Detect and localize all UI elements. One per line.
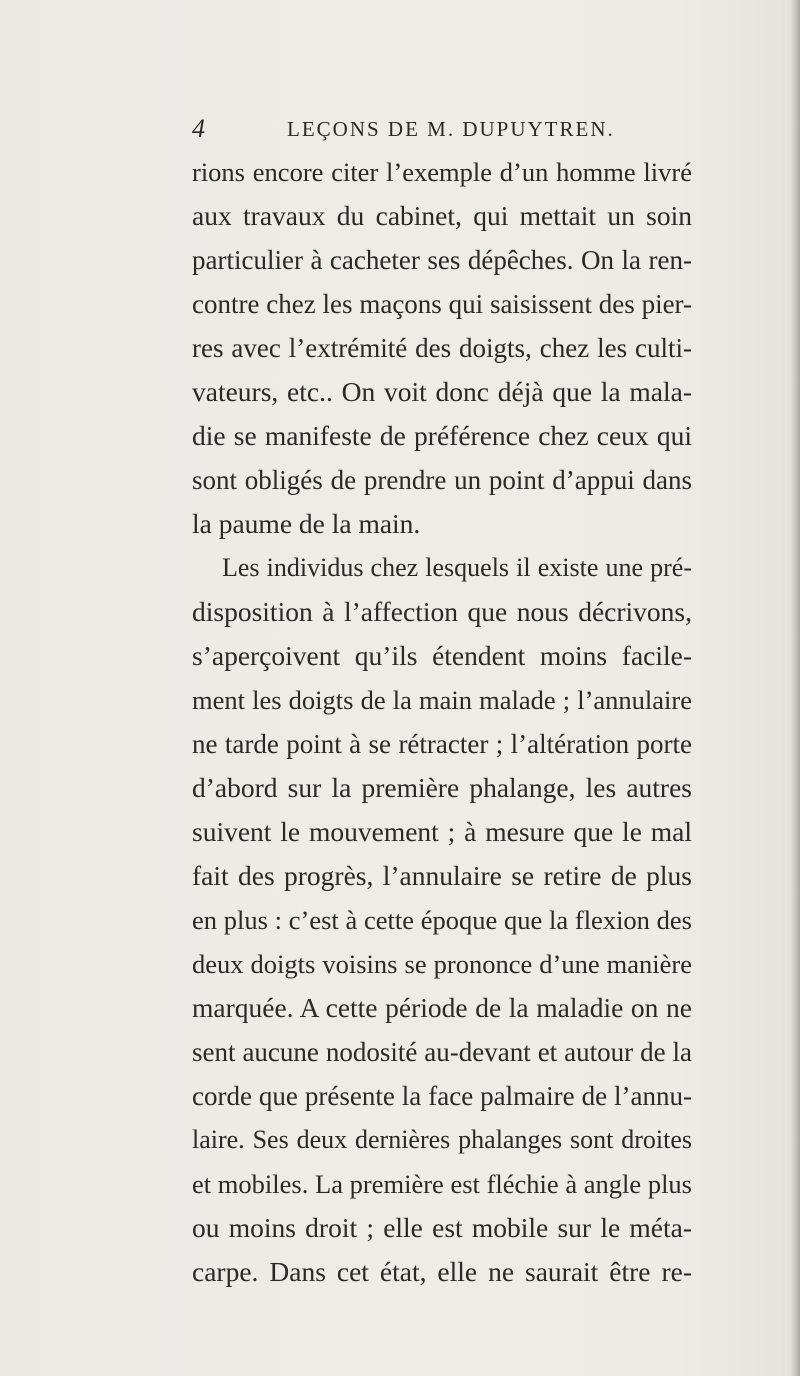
text-line: sont obligés de prendre un point d’appui dans <box>192 465 692 495</box>
text-line: deux doigts voisins se prononce d’une manière <box>192 949 692 979</box>
text-line: et mobiles. La première est fléchie à angle plus <box>192 1169 692 1199</box>
body-text <box>192 150 692 1294</box>
text-line: carpe. Dans cet état, elle ne saurait être re- <box>192 1256 692 1287</box>
text-line: contre chez les maçons qui saisissent des pier- <box>192 289 692 319</box>
page-edge-shadow <box>790 0 800 1376</box>
text-line: vateurs, etc.. On voit donc déjà que la mala- <box>192 376 692 407</box>
text-line: d’abord sur la première phalange, les autres <box>192 772 692 803</box>
text-line: particulier à cacheter ses dépêches. On la ren- <box>192 245 692 275</box>
text-line: Les individus chez lesquels il existe une pré- <box>222 553 692 582</box>
text-line: corde que présente la face palmaire de l’annu- <box>192 1081 692 1111</box>
text-line: s’aperçoivent qu’ils étendent moins facile- <box>192 640 692 671</box>
text-line: res avec l’extrémité des doigts, chez les culti- <box>192 333 692 363</box>
text-line: ne tarde point à se rétracter ; l’altération porte <box>192 729 692 759</box>
text-line: fait des progrès, l’annulaire se retire de plus <box>192 860 692 891</box>
text-line: en plus : c’est à cette époque que la flexion des <box>192 905 692 935</box>
text-line: ou moins droit ; elle est mobile sur le méta- <box>192 1212 692 1243</box>
text-line: la paume de la main. <box>192 508 421 539</box>
text-line: laire. Ses deux dernières phalanges sont droites <box>192 1125 692 1154</box>
page-header <box>192 112 712 146</box>
text-line: sent aucune nodosité au-devant et autour de la <box>192 1037 692 1067</box>
text-line: rions encore citer l’exemple d’un homme livré <box>192 157 692 187</box>
text-line: ment les doigts de la main malade ; l’annulaire <box>192 685 692 715</box>
text-line: disposition à l’affection que nous décrivons, <box>192 596 692 627</box>
text-line: marquée. A cette période de la maladie on ne <box>192 992 692 1023</box>
page-number: 4 <box>192 114 205 143</box>
text-line: die se manifeste de préférence chez ceux qui <box>192 420 692 451</box>
running-head: LEÇONS DE M. DUPUYTREN. <box>287 117 615 141</box>
text-line: aux travaux du cabinet, qui mettait un soin <box>192 200 692 231</box>
text-line: suivent le mouvement ; à mesure que le mal <box>192 816 692 847</box>
